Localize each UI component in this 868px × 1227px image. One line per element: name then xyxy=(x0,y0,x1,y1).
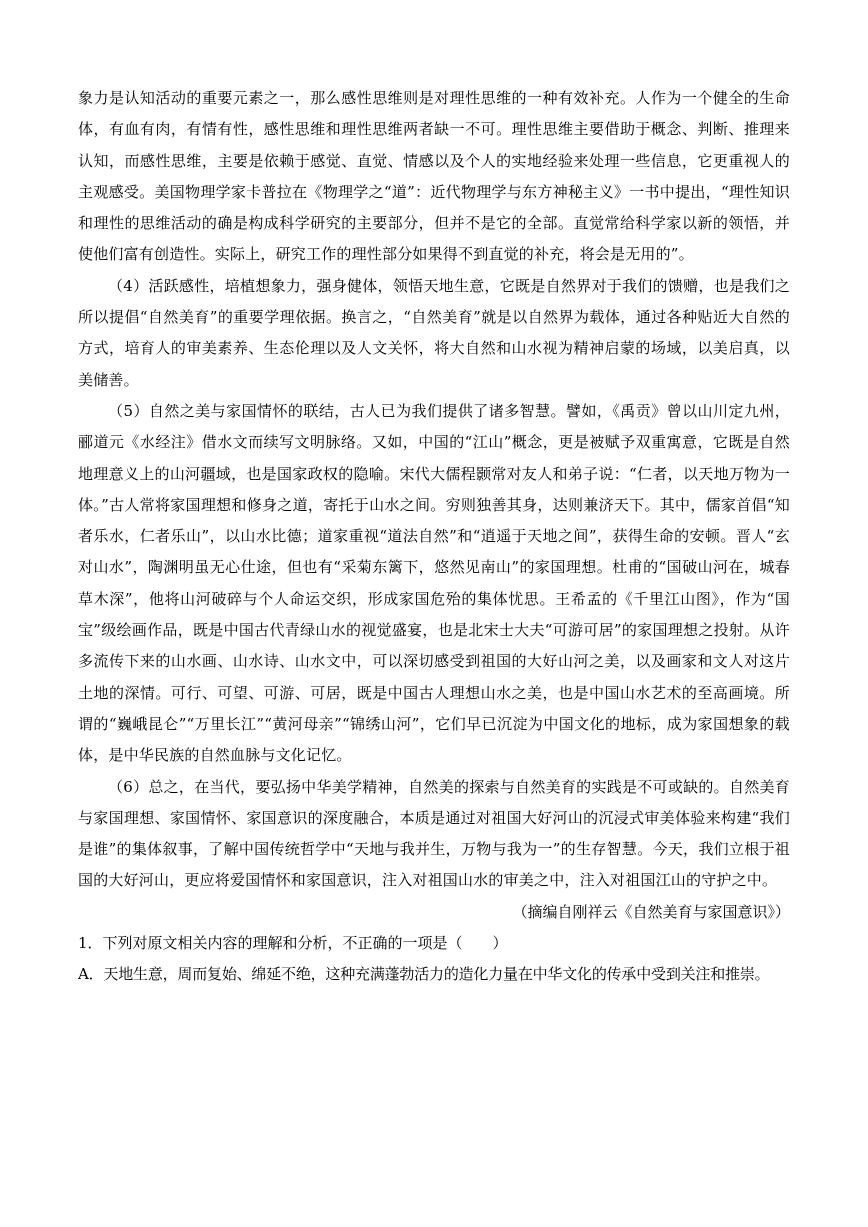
question-1-stem: 1．下列对原文相关内容的理解和分析，不正确的一项是（ ） xyxy=(78,934,508,953)
paragraph-6: （6）总之，在当代，要弘扬中华美学精神，自然美的探索与自然美育的实践是不可或缺的。自然美育与家国理想、家国情怀、家国意识的深度融合，本质是通过对祖国大好河山的沉浸式审美体验来构建“我们是谁”的集体叙事，了解中国传统哲学中“天地与我并生，万物与我为一”的生存智慧。今天，我们立根于祖国的大好河山，更应将爱国情怀和家国意识，注入对祖国山水的审美之中，注入对祖国江山的守护之中。 xyxy=(78,777,790,890)
source-citation: （摘编自刚祥云《自然美育与家国意识》） xyxy=(512,902,790,921)
paragraph-intro: 象力是认知活动的重要元素之一，那么感性思维则是对理性思维的一种有效补充。人作为一个健全的生命体，有血有肉，有情有性，感性思维和理性思维两者缺一不可。理性思维主要借助于概念、判断、推理来认知，而感性思维，主要是依赖于感觉、直觉、情感以及个人的实地经验来处理一些信息，它更重视人的主观感受。美国物理学家卡普拉在《物理学之“道”：近代物理学与东方神秘主义》一书中提出，“理性知识和理性的思维活动的确是构成科学研究的主要部分，但并不是它的全部。直觉常给科学家以新的领悟，并使他们富有创造性。实际上，研究工作的理性部分如果得不到直觉的补充，将会是无用的”。 xyxy=(78,89,790,264)
document-body xyxy=(78,83,790,991)
paragraph-4: （4）活跃感性，培植想象力，强身健体，领悟天地生意，它既是自然界对于我们的馈赠，也是我们之所以提倡“自然美育”的重要学理依据。换言之，“自然美育”就是以自然界为载体，通过各种贴近大自然的方式，培育人的审美素养、生态伦理以及人文关怀，将大自然和山水视为精神启蒙的场域，以美启真，以美储善。 xyxy=(78,276,790,389)
paragraph-5: （5）自然之美与家国情怀的联结，古人已为我们提供了诸多智慧。譬如，《禹贡》曾以山川定九州，郦道元《水经注》借水文而续写文明脉络。又如，中国的“江山”概念，更是被赋予双重寓意，它既是自然地理意义上的山河疆域，也是国家政权的隐喻。宋代大儒程颢常对友人和弟子说：“仁者，以天地万物为一体。”古人常将家国理想和修身之道，寄托于山水之间。穷则独善其身，达则兼济天下。其中，儒家首倡“知者乐水，仁者乐山”，以山水比德；道家重视“道法自然”和“逍遥于天地之间”，获得生命的安顿。晋人“玄对山水”，陶渊明虽无心仕途，但也有“采菊东篱下，悠然见南山”的家国理想。杜甫的“国破山河在，城春草木深”，他将山河破碎与个人命运交织，形成家国危殆的集体忧思。王希孟的《千里江山图》，作为“国宝”级绘画作品，既是中国古代青绿山水的视觉盛宴，也是北宋士大夫“可游可居”的家国理想之投射。从许多流传下来的山水画、山水诗、山水文中，可以深切感受到祖国的大好山河之美，以及画家和文人对这片土地的深情。可行、可望、可游、可居，既是中国古人理想山水之美，也是中国山水艺术的至高画境。所谓的“巍峨昆仑”“万里长江”“黄河母亲”“锦绣山河”，它们早已沉淀为中国文化的地标，成为家国想象的载体，是中华民族的自然血脉与文化记忆。 xyxy=(78,401,790,765)
question-1-option-a: A．天地生意，周而复始、绵延不绝，这种充满蓬勃活力的造化力量在中华文化的传承中受到关注和推崇。 xyxy=(78,965,770,984)
